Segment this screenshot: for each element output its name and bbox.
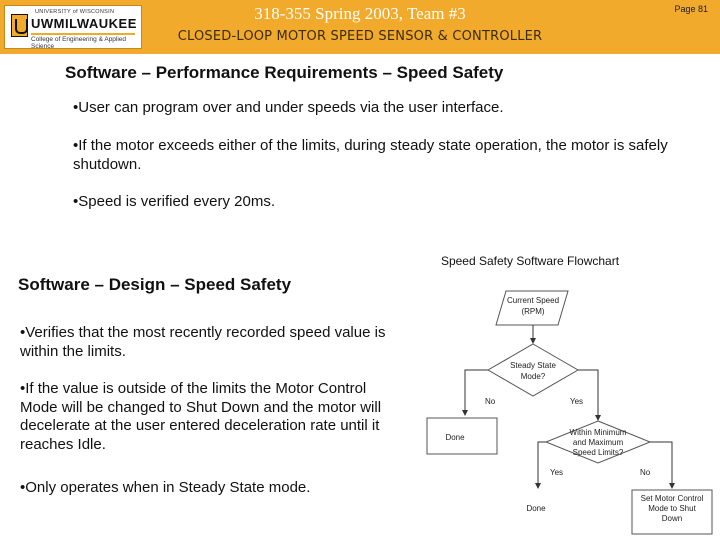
design-heading: Software – Design – Speed Safety <box>18 275 292 294</box>
steady-state-line2: Mode? <box>520 372 546 381</box>
no-label-1: No <box>485 397 496 406</box>
logo-main-text: UWMILWAUKEE <box>31 16 137 31</box>
current-speed-line2: (RPM) <box>521 307 545 316</box>
bullet-verify-limits: •Verifies that the most recently recorded speed value is within the limits. <box>20 324 386 360</box>
logo-university-text: UNIVERSITY of WISCONSIN <box>35 9 115 15</box>
course-title: 318-355 Spring 2003, Team #3 <box>254 4 466 23</box>
arrow-yes-branch <box>578 370 598 420</box>
page-number: Page 81 <box>674 4 708 14</box>
within-limits-line1: Within Minimum <box>569 428 627 437</box>
yes-label-1: Yes <box>570 397 584 406</box>
logo-college-text: College of Engineering & Applied Science <box>31 36 127 50</box>
steady-state-diamond <box>488 344 578 396</box>
arrow-no-branch <box>465 370 488 415</box>
flowchart-title: Speed Safety Software Flowchart <box>440 254 620 268</box>
arrow-no-shutdown <box>650 442 672 488</box>
set-motor-line2: Mode to Shut <box>648 504 696 513</box>
arrow-yes-done <box>538 442 546 488</box>
bullet-shutdown: •If the value is outside of the limits the Motor Control Mode will be changed to Shut Down and the motor will decelerate at the user entered deceleration rate until it reaches Idle. <box>20 380 382 453</box>
bullet-program-speeds: •User can program over and under speeds via the user interface. <box>73 99 504 116</box>
project-title: CLOSED-LOOP MOTOR SPEED SENSOR & CONTROLLER <box>177 29 543 44</box>
bullet-exceeds-limits: •If the motor exceeds either of the limits, during steady state operation, the motor is safely shutdown. <box>73 137 668 173</box>
bullet-verify-interval: •Speed is verified every 20ms. <box>73 193 276 210</box>
steady-state-line1: Steady State <box>510 361 556 370</box>
bullet-steady-state: •Only operates when in Steady State mode. <box>20 479 311 496</box>
done-text-1: Done <box>445 433 465 442</box>
performance-heading: Software – Performance Requirements – Speed Safety <box>65 63 504 82</box>
within-limits-line2: and Maximum <box>572 438 624 447</box>
yes-label-2: Yes <box>550 468 564 477</box>
no-label-2: No <box>640 468 651 477</box>
within-limits-line3: Speed Limits? <box>572 448 624 457</box>
set-motor-line3: Down <box>661 514 683 523</box>
current-speed-line1: Current Speed <box>506 296 560 305</box>
done-text-2: Done <box>526 504 546 513</box>
set-motor-line1: Set Motor Control <box>640 494 704 503</box>
